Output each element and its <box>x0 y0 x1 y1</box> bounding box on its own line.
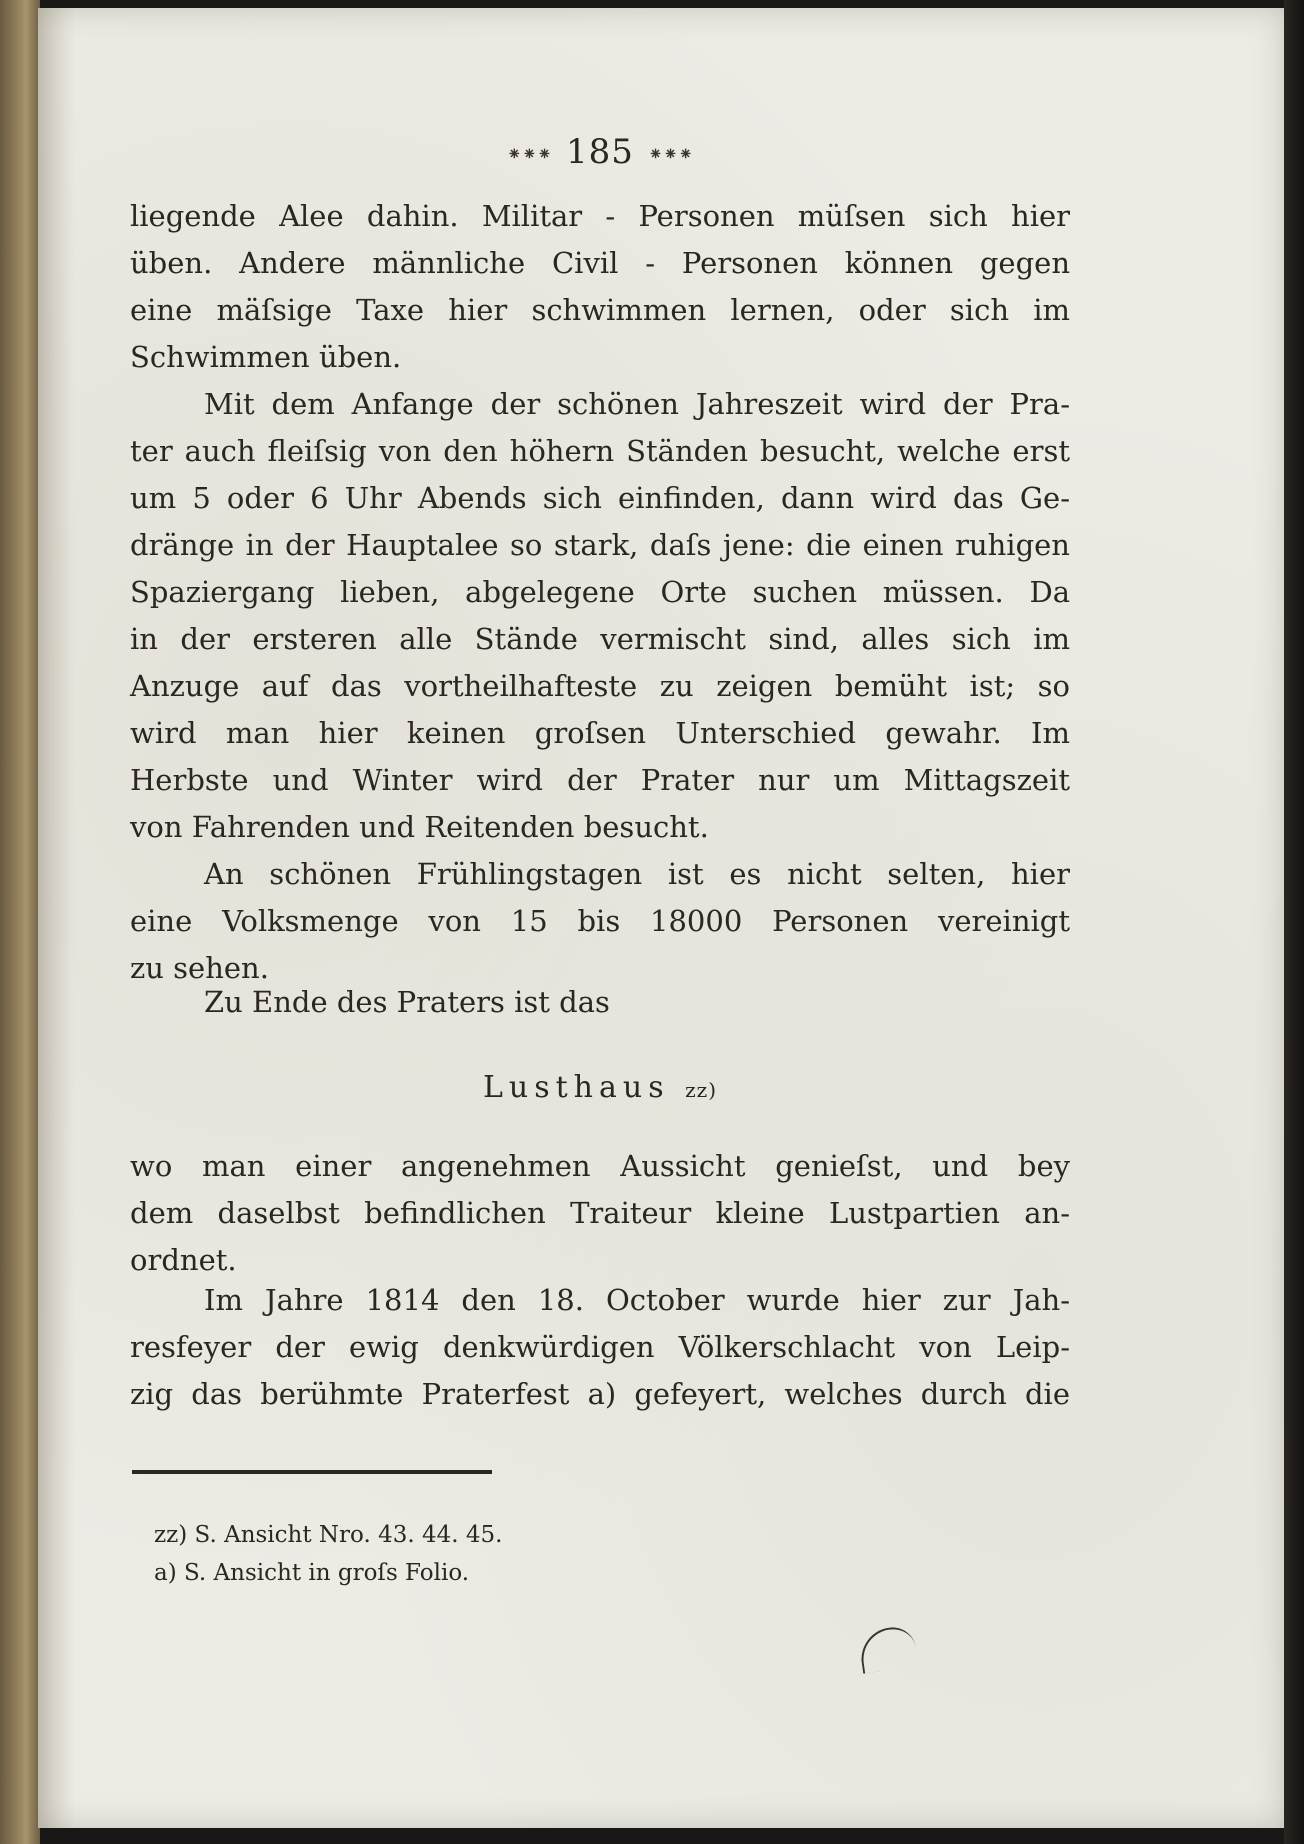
text-line: Herbste und Winter wird der Prater nur um Mittagszeit <box>130 763 1070 797</box>
footnote-reference: zz) <box>685 1078 718 1102</box>
book-binding <box>0 0 40 1844</box>
text-line: wo man einer angenehmen Aussicht genieſst, und bey <box>130 1149 1070 1183</box>
text-line: üben. Andere männliche Civil - Personen können gegen <box>130 246 1070 280</box>
text-line: Schwimmen üben. <box>130 340 402 374</box>
page-edge-shadow <box>1284 0 1304 1844</box>
text-line: eine Volksmenge von 15 bis 18000 Personen vereinigt <box>130 904 1070 938</box>
section-heading-title: Lusthaus <box>482 1070 670 1105</box>
text-line: Mit dem Anfange der schönen Jahreszeit wird der Pra- <box>204 387 1070 421</box>
text-line: resfeyer der ewig denkwürdigen Völkerschlacht von Leip- <box>130 1330 1070 1364</box>
text-line: Zu Ende des Praters ist das <box>204 985 610 1019</box>
text-line: ter auch fleiſsig von den höhern Ständen besucht, welche erst <box>130 434 1070 468</box>
text-line: Im Jahre 1814 den 18. October wurde hier zur Jah- <box>204 1283 1070 1317</box>
ornament-right-icon: ⁕⁕⁕ <box>647 143 694 165</box>
page-header <box>130 132 1070 172</box>
text-line: dem daselbst befindlichen Traiteur kleine Lustpartien an- <box>130 1196 1070 1230</box>
text-line: in der ersteren alle Stände vermischt sind, alles sich im <box>130 622 1070 656</box>
footnote: a) S. Ansicht in groſs Folio. <box>154 1560 470 1586</box>
page-number: 185 <box>566 132 634 172</box>
text-line: An schönen Frühlingstagen ist es nicht selten, hier <box>204 857 1070 891</box>
text-line: eine mäſsige Taxe hier schwimmen lernen, oder sich im <box>130 293 1070 327</box>
text-line: Anzuge auf das vortheilhafteste zu zeigen bemüht ist; so <box>130 669 1070 703</box>
text-line: zig das berühmte Praterfest a) gefeyert, welches durch die <box>130 1377 1070 1411</box>
text-line: ordnet. <box>130 1243 237 1277</box>
text-line: liegende Alee dahin. Militar - Personen müſsen sich hier <box>130 199 1070 233</box>
ornament-left-icon: ⁕⁕⁕ <box>506 143 553 165</box>
text-line: wird man hier keinen groſsen Unterschied gewahr. Im <box>130 716 1070 750</box>
footnote-divider <box>132 1470 492 1474</box>
text-line: dränge in der Hauptalee so stark, daſs jene: die einen ruhigen <box>130 528 1070 562</box>
section-heading <box>130 1070 1070 1105</box>
footnote: zz) S. Ansicht Nro. 43. 44. 45. <box>154 1522 503 1548</box>
text-line: von Fahrenden und Reitenden besucht. <box>130 810 709 844</box>
text-line: um 5 oder 6 Uhr Abends sich einfinden, dann wird das Ge- <box>130 481 1070 515</box>
text-line: Spaziergang lieben, abgelegene Orte suchen müssen. Da <box>130 575 1070 609</box>
text-line: zu sehen. <box>130 951 269 985</box>
